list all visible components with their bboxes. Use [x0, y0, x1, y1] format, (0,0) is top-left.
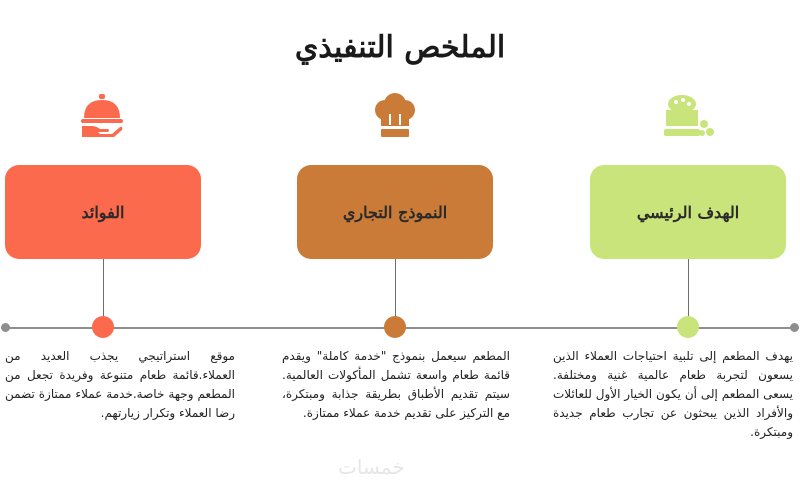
main-goal-box — [590, 165, 786, 259]
business-model-description: المطعم سيعمل بنموذج "خدمة كاملة" ويقدم قائمة طعام واسعة تشمل المأكولات العالمية. سيتم تقديم الأطباق بطريقة جذابة ومبتكرة، مع التركيز على تقديم خدمة عملاء ممتازة. — [282, 349, 510, 420]
page-title: الملخص التنفيذي — [294, 30, 506, 65]
benefits-description: موقع استراتيجي يجذب العديد من العملاء.قائمة طعام متنوعة وفريدة تجعل من المطعم وجهة خاصة.خدمة عملاء ممتازة تضمن رضا العملاء وتكرار زيارتهم. — [5, 349, 235, 420]
timeline-start-dot — [1, 323, 10, 332]
chef-hat-icon — [371, 92, 419, 138]
timeline-end-dot — [790, 323, 799, 332]
cake-icon — [660, 92, 714, 138]
serving-cloche-icon — [78, 92, 126, 138]
main-goal-heading: الهدف الرئيسي — [636, 202, 740, 222]
benefits-node — [92, 316, 114, 338]
business-model-node — [384, 316, 406, 338]
watermark: خمسات — [338, 455, 405, 479]
business-model-box — [297, 165, 493, 259]
business-model-heading: النموذج التجاري — [342, 202, 448, 222]
main-goal-description: يهدف المطعم إلى تلبية احتياجات العملاء الذين يسعون لتجربة طعام عالمية غنية ومختلفة. يسعى المطعم إلى أن يكون الخيار الأول للعائلات والأفراد الذين يبحثون عن تجارب طعام جديدة ومبتكرة. — [553, 349, 793, 439]
benefits-box — [5, 165, 201, 259]
main-goal-node — [677, 316, 699, 338]
benefits-heading: الفوائد — [81, 202, 125, 222]
